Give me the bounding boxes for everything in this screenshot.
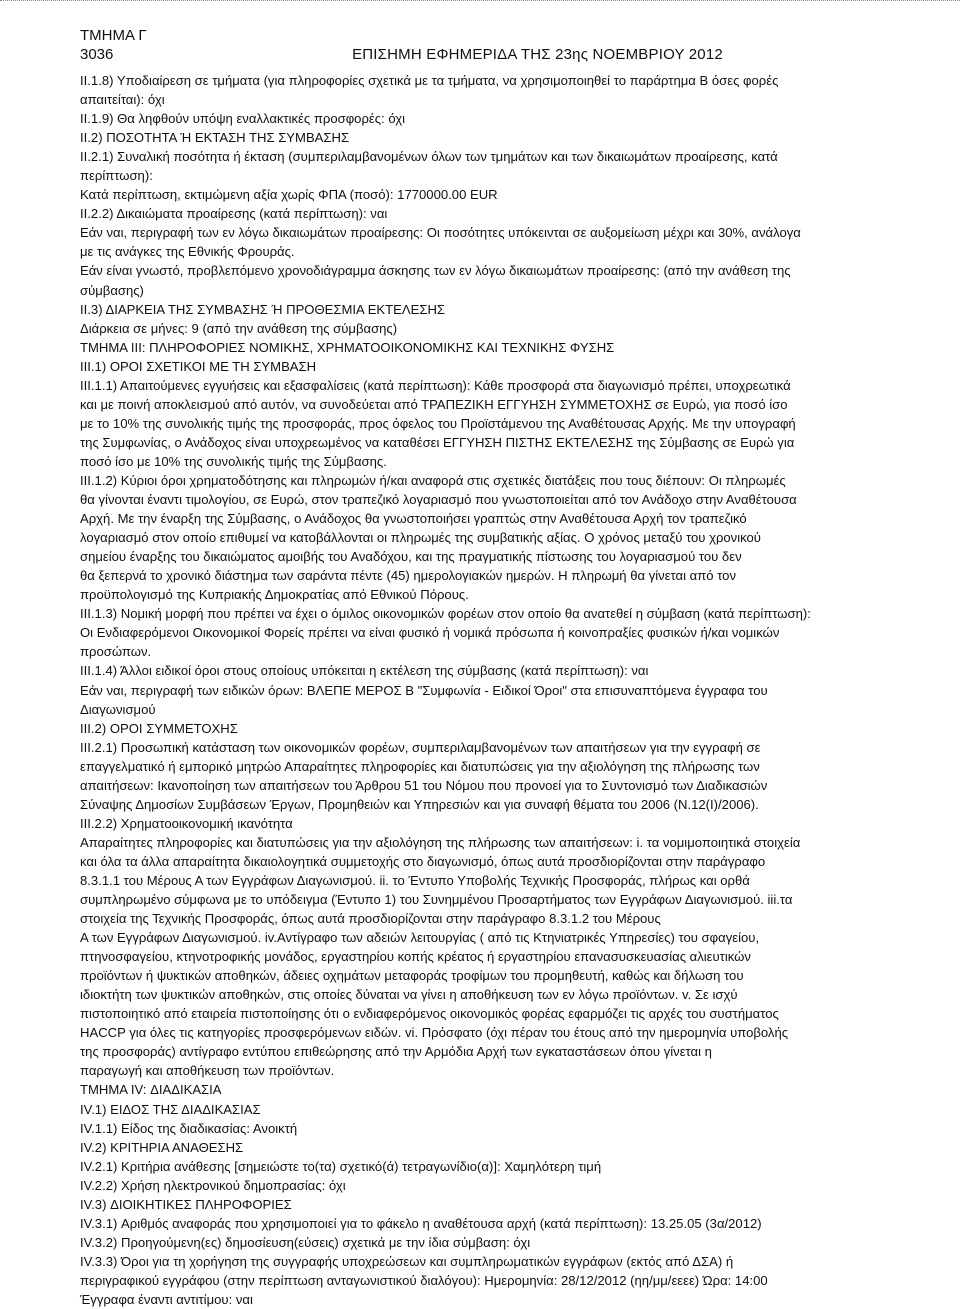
text-line: με τις ανάγκες της Εθνικής Φρουράς. bbox=[80, 244, 295, 260]
text-line: περίπτωση): bbox=[80, 168, 153, 184]
text-line: Εάν είναι γνωστό, προβλεπόμενο χρονοδιάγραμμα άσκησης των εν λόγω δικαιωμάτων προαίρεσης: (από την ανάθεση της bbox=[80, 263, 791, 279]
text-line: σημείου έναρξης του δικαιώματος αμοιβής του Αναδόχου, και της πραγματικής πίστωσης του λογαριασμού του δεν bbox=[80, 549, 742, 565]
journal-title: ΕΠΙΣΗΜΗ ΕΦΗΜΕΡΙΔΑ ΤΗΣ 23ης ΝΟΕΜΒΡΙΟΥ 2012 bbox=[352, 46, 723, 63]
text-line: Κατά περίπτωση, εκτιμώμενη αξία χωρίς ΦΠΑ (ποσό): 1770000.00 EUR bbox=[80, 187, 498, 203]
text-line: Έγγραφα έναντι αντιτίμου: ναι bbox=[80, 1292, 253, 1307]
text-line: HACCP για όλες τις κατηγορίες προσφερόμενων ειδών. vi. Πρόσφατο (όχι πέραν του έτους από την ημερομηνία υποβολής bbox=[80, 1025, 789, 1041]
text-line: ΙV.2) ΚΡΙΤΗΡΙΑ ΑΝΑΘΕΣΗΣ bbox=[80, 1139, 244, 1155]
text-line: και όλα τα άλλα απαραίτητα δικαιολογητικά συμμετοχής στο διαγωνισμό, όπως αυτά προσδιορίζονται στην παράγραφο bbox=[80, 853, 766, 869]
document-body bbox=[80, 71, 925, 1309]
text-line: ΙΙΙ.1) ΟΡΟΙ ΣΧΕΤΙΚΟΙ ΜΕ ΤΗ ΣΥΜΒΑΣΗ bbox=[80, 358, 317, 374]
text-line: προϊόντων ή ψυκτικών αποθηκών, άδειες οχημάτων μεταφοράς τροφίμων του προμηθευτή, καθώς και δήλωση του bbox=[80, 968, 744, 984]
text-line: σύμβασης) bbox=[80, 282, 144, 298]
gazette-page bbox=[80, 26, 925, 1309]
text-line: ΙΙ.2.1) Συναλική ποσότητα ή έκταση (συμπεριλαμβανομένων όλων των τμημάτων και των δικαιωμάτων προαίρεσης, κατά bbox=[80, 149, 778, 165]
text-line: ΙΙΙ.1.1) Απαιτούμενες εγγυήσεις και εξασφαλίσεις (κατά περίπτωση): Κάθε προσφορά στα διαγωνισμό πρέπει, υποχρεωτικά bbox=[80, 377, 791, 393]
text-line: Απαραίτητες πληροφορίες και διατυπώσεις για την αξιολόγηση της πλήρωσης των απαιτήσεων: i. τα νομιμοποιητικά στοιχεία bbox=[80, 834, 801, 850]
text-line: ΤΜΗΜΑ ΙV: ΔΙΑΔΙΚΑΣΙΑ bbox=[80, 1082, 222, 1098]
text-line: Διάρκεια σε μήνες: 9 (από την ανάθεση της σύμβασης) bbox=[80, 320, 398, 336]
text-line: 8.3.1.1 του Μέρους Α των Εγγράφων Διαγωνισμού. ii. το Έντυπο Υποβολής Τεχνικής Προσφοράς, πλήρως και ορθά bbox=[80, 872, 750, 888]
text-line: Α των Εγγράφων Διαγωνισμού. iv.Αντίγραφο των αδειών λειτουργίας ( από τις Κτηνιατρικές Υπηρεσίες) του σφαγείου, bbox=[80, 930, 760, 946]
text-line: προσώπων. bbox=[80, 644, 152, 660]
text-line: πιστοποιητικό από εταιρεία πιστοποίησης ότι ο ενδιαφερόμενος οικονομικός φορέας εφαρμόζει τις αρχές του συστήματος bbox=[80, 1006, 779, 1022]
text-line: απαιτείται): όχι bbox=[80, 92, 165, 108]
text-line: ΙV.3) ΔΙΟΙΚΗΤΙΚΕΣ ΠΛΗΡΟΦΟΡΙΕΣ bbox=[80, 1196, 292, 1212]
text-line: ΙV.1) ΕΙΔΟΣ ΤΗΣ ΔΙΑΔΙΚΑΣΙΑΣ bbox=[80, 1101, 261, 1117]
text-line: ΙΙΙ.1.3) Νομική μορφή που πρέπει να έχει ο όμιλος οικονομικών φορέων στον οποίο θα ανατεθεί η σύμβαση (κατά περίπτωση): bbox=[80, 606, 811, 622]
text-line: με το 10% της συνολικής τιμής της προσφοράς, προς όφελος του Προϊστάμενου της Αναθέτουσας Αρχής. Με την υπογραφή bbox=[80, 415, 796, 431]
text-line: πτηνοσφαγείου, κτηνοτροφικής μονάδος, εργαστηρίου κοπής κρέατος ή εργαστηρίου επανασυσκευασίας αλιευτικών bbox=[80, 949, 751, 965]
text-line: της Συμφωνίας, ο Ανάδοχος είναι υποχρεωμένος να καταθέσει ΕΓΓΥΗΣΗ ΠΙΣΤΗΣ ΕΚΤΕΛΕΣΗΣ της Σύμβασης σε Ευρώ για bbox=[80, 434, 795, 450]
text-line: Σύναψης Δημοσίων Συμβάσεων Έργων, Προμηθειών και Υπηρεσιών και για συναφή θέματα του 2006 (Ν.12(Ι)/2006). bbox=[80, 796, 759, 812]
text-line: θα γίνονται έναντι τιμολογίου, σε Ευρώ, στον τραπεζικό λογαριασμό που γνωστοποιείται από τον Ανάδοχο στην Αναθέτουσα bbox=[80, 492, 797, 508]
text-line: απαιτήσεων: Ικανοποίηση των απαιτήσεων του Άρθρου 51 του Νόμου που προνοεί για το Συντονισμό των Διαδικασιών bbox=[80, 777, 768, 793]
page-number: 3036 bbox=[80, 46, 114, 63]
text-line: ΙΙ.2.2) Δικαιώματα προαίρεσης (κατά περίπτωση): ναι bbox=[80, 206, 388, 222]
text-line: ΙV.3.1) Αριθμός αναφοράς που χρησιμοποιεί για το φάκελο η αναθέτουσα αρχή (κατά περίπτωση): 13.25.05 (3α/2012) bbox=[80, 1215, 762, 1231]
text-line: ΙΙΙ.2) ΟΡΟΙ ΣΥΜΜΕΤΟΧΗΣ bbox=[80, 720, 238, 736]
text-line: ΙV.3.2) Προηγούμενη(ες) δημοσίευση(εύσεις) σχετικά με την ίδια σύμβαση: όχι bbox=[80, 1234, 531, 1250]
text-line: παραγωγή και αποθήκευση των προϊόντων. bbox=[80, 1063, 335, 1079]
text-line: επαγγελματικό ή εμπορικό μητρώο Απαραίτητες πληροφορίες και διατυπώσεις για την αξιολόγηση της πλήρωσης των bbox=[80, 758, 760, 774]
text-line: ΙΙΙ.2.1) Προσωπική κατάσταση των οικονομικών φορέων, συμπεριλαμβανομένων των απαιτήσεων για την εγγραφή σε bbox=[80, 739, 761, 755]
page-top-edge bbox=[0, 0, 960, 7]
text-line: θα ξεπερνά το χρονικό διάστημα των σαράντα πέντε (45) ημερολογιακών ημερών. Η πληρωμή θα γίνεται από τον bbox=[80, 568, 737, 584]
text-line: της προσφοράς) αντίγραφο εντύπου επιθεώρησης από την Αρμόδια Αρχή των εγκαταστάσεων όπου γίνεται η bbox=[80, 1044, 712, 1060]
text-line: Εάν ναι, περιγραφή των εν λόγω δικαιωμάτων προαίρεσης: Οι ποσότητες υπόκεινται σε αυξομείωση μέχρι και 30%, ανάλογα bbox=[80, 225, 801, 241]
section-label: ΤΜΗΜΑ Γ bbox=[80, 27, 147, 44]
text-line: ΙV.2.1) Κριτήρια ανάθεσης [σημειώστε το(τα) σχετικό(ά) τετραγωνίδιο(α)]: Χαμηλότερη τιμή bbox=[80, 1158, 602, 1174]
text-line: ΙΙ.3) ΔΙΑΡΚΕΙΑ ΤΗΣ ΣΥΜΒΑΣΗΣ Ή ΠΡΟΘΕΣΜΙΑ ΕΚΤΕΛΕΣΗΣ bbox=[80, 301, 446, 317]
text-line: ΙΙ.1.8) Υποδιαίρεση σε τμήματα (για πληροφορίες σχετικά με τα τμήματα, να χρησιμοποιηθεί το παράρτημα Β όσες φορές bbox=[80, 73, 779, 88]
text-line: ΤΜΗΜΑ ΙΙΙ: ΠΛΗΡΟΦΟΡΙΕΣ ΝΟΜΙΚΗΣ, ΧΡΗΜΑΤΟΟΙΚΟΝΟΜΙΚΗΣ ΚΑΙ ΤΕΧΝΙΚΗΣ ΦΥΣΗΣ bbox=[80, 339, 615, 355]
text-line: ΙΙΙ.2.2) Χρηματοοικονομική ικανότητα bbox=[80, 815, 293, 831]
text-line: προϋπολογισμό της Κυπριακής Δημοκρατίας από Εθνικού Πόρους. bbox=[80, 587, 469, 603]
text-line: Διαγωνισμού bbox=[80, 701, 156, 717]
text-line: ΙV.3.3) Όροι για τη χορήγηση της συγγραφής υποχρεώσεων και συμπληρωματικών εγγράφων (εκτός από ΔΣΑ) ή bbox=[80, 1253, 734, 1269]
text-line: περιγραφικού εγγράφου (στην περίπτωση ανταγωνιστικού διαλόγου): Ημερομηνία: 28/12/2012 (ηη/μμ/εεεε) Ώρα: 14:00 bbox=[80, 1272, 768, 1288]
text-line: Εάν ναι, περιγραφή των ειδικών όρων: ΒΛΕΠΕ ΜΕΡΟΣ Β "Συμφωνία - Ειδικοί Όροι" στα επισυναπτόμενα έγγραφα του bbox=[80, 682, 768, 698]
text-line: Αρχή. Με την έναρξη της Σύμβασης, ο Ανάδοχος θα γνωστοποιήσει γραπτώς στην Αναθέτουσα Αρχή τον τραπεζικό bbox=[80, 511, 747, 527]
text-line: ΙΙ.2) ΠΟΣΟΤΗΤΑ Ή ΕΚΤΑΣΗ ΤΗΣ ΣΥΜΒΑΣΗΣ bbox=[80, 130, 350, 146]
text-line: ΙV.1.1) Είδος της διαδικασίας: Ανοικτή bbox=[80, 1120, 298, 1136]
text-line: συμπληρωμένο σύμφωνα με το υπόδειγμα (Έντυπο 1) του Συνημμένου Προσαρτήματος των Εγγράφων Διαγωνισμού. iii.τα bbox=[80, 892, 793, 908]
text-line: και με ποινή αποκλεισμού από αυτόν, να συνοδεύεται από ΤΡΑΠΕΖΙΚΗ ΕΓΓΥΗΣΗ ΣΥΜΜΕΤΟΧΗΣ σε Ευρώ, για ποσό ίσο bbox=[80, 396, 788, 412]
text-line: ΙV.2.2) Χρήση ηλεκτρονικού δημοπρασίας: όχι bbox=[80, 1177, 346, 1193]
text-line: στοιχεία της Τεχνικής Προσφοράς, όπως αυτά προσδιορίζονται στην παράγραφο 8.3.1.2 του Μέρους bbox=[80, 911, 661, 927]
text-line: ποσό ίσο με 10% της συνολικής τιμής της Σύμβασης. bbox=[80, 453, 387, 469]
text-line: Οι Ενδιαφερόμενοι Οικονομικοί Φορείς πρέπει να είναι φυσικό ή νομικά πρόσωπα ή κοινοπραξίες φυσικών ή/και νομικών bbox=[80, 625, 780, 641]
text-line: ΙΙ.1.9) Θα ληφθούν υπόψη εναλλακτικές προσφορές: όχι bbox=[80, 111, 406, 127]
text-line: ΙΙΙ.1.2) Κύριοι όροι χρηματοδότησης και πληρωμών ή/και αναφορά στις σχετικές διατάξεις που τους διέπουν: Οι πληρωμές bbox=[80, 472, 786, 488]
text-line: ΙΙΙ.1.4) Άλλοι ειδικοί όροι στους οποίους υπόκειται η εκτέλεση της σύμβασης (κατά περίπτωση): ναι bbox=[80, 663, 649, 679]
page-header bbox=[80, 45, 925, 65]
text-line: ιδιοκτήτη των ψυκτικών αποθηκών, στις οποίες δύναται να γίνει η αποθήκευση των εν λόγω προϊόντων. v. Σε ισχύ bbox=[80, 987, 738, 1003]
text-line: λογαριασμό στον οποίο επιθυμεί να κατοβάλλονται οι πληρωμές της συμβατικής αξίας. Ο χρόνος μεταξύ του χρονικού bbox=[80, 530, 761, 546]
